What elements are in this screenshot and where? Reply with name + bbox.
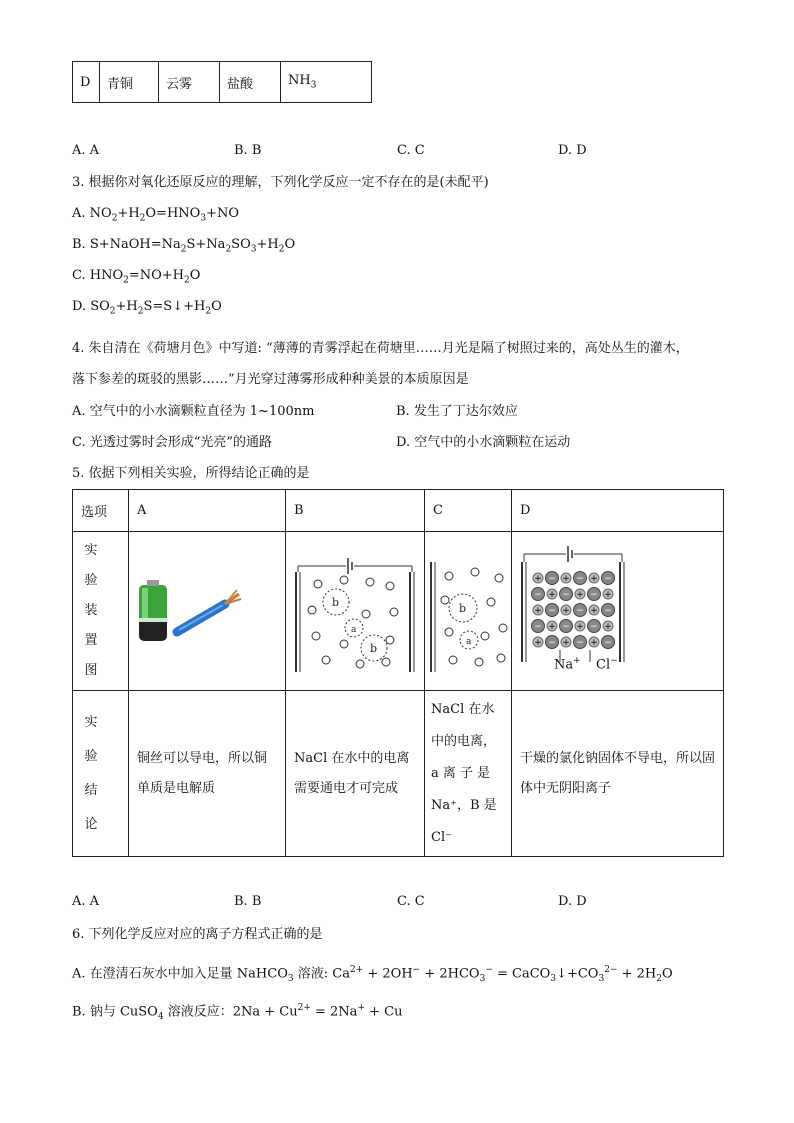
table-cell: NaCl 在水中的电离需要通电才可完成: [286, 691, 425, 857]
svg-text:a: a: [466, 637, 472, 647]
svg-text:b: b: [370, 642, 378, 655]
ion-label-na: Na+: [554, 656, 581, 673]
option-d: D. D: [558, 894, 587, 909]
option-d: D. D: [558, 143, 587, 158]
svg-text:−: −: [534, 622, 542, 632]
svg-text:+: +: [604, 590, 612, 600]
svg-text:+: +: [562, 574, 570, 584]
figure-a-battery-wire: [129, 532, 286, 691]
table-header-cell: D: [512, 490, 724, 532]
svg-text:−: −: [590, 622, 598, 632]
q4-option-d: D. 空气中的小水滴颗粒在运动: [396, 435, 571, 450]
svg-text:−: −: [562, 590, 570, 600]
q3-option-b: B. $S+NaOH=Na_2S+Na_2SO_3+H_2O$: [72, 237, 296, 255]
top-table-fragment: [72, 61, 372, 103]
q3-stem: 3. 根据你对氧化还原反应的理解，下列化学反应一定不存在的是(未配平): [72, 175, 489, 190]
svg-text:−: −: [534, 590, 542, 600]
svg-text:+: +: [604, 622, 612, 632]
table-cell: D: [73, 62, 100, 103]
table-header-cell: 选项: [73, 490, 129, 532]
formula-text: NH: [288, 73, 311, 89]
svg-text:+: +: [548, 622, 556, 632]
figure-b-solution: [286, 532, 425, 691]
q6-stem: 6. 下列化学反应对应的离子方程式正确的是: [72, 927, 323, 942]
table-row: [73, 532, 724, 691]
svg-text:+: +: [534, 638, 542, 648]
table-cell: 干燥的氯化钠固体不导电，所以固体中无阴阳离子: [512, 691, 724, 857]
table-cell: [425, 691, 512, 857]
svg-text:+: +: [534, 574, 542, 584]
row-label: 实验结论: [73, 691, 129, 857]
svg-text:−: −: [604, 638, 612, 648]
svg-text:b: b: [459, 602, 467, 615]
q6-option-a: A. 在澄清石灰水中加入足量 NaHCO$_3$ 溶液: $Ca^{2+} + 2OH^- + 2HCO_3^-$ = $CaCO_3↓+CO_3^{2-} + 2H_2O$: [72, 965, 673, 984]
q4-option-a: A. 空气中的小水滴颗粒直径为 1~100nm: [72, 404, 315, 419]
option-c: C. C: [397, 894, 425, 909]
figure-c-solution: [425, 532, 512, 691]
svg-text:+: +: [590, 638, 598, 648]
q3-option-a: A. $NO_2+H_2O=HNO_3+NO$: [72, 206, 239, 224]
q4-stem-line1: 4. 朱自清在《荷塘月色》中写道: “薄薄的青雾浮起在荷塘里……月光是隔了树照过来的，高处丛生的灌木，: [72, 341, 689, 356]
svg-text:−: −: [562, 622, 570, 632]
conclusion-c: NaCl 在水 中的电离， a 离 子 是 Na⁺，B 是 Cl⁻: [431, 701, 497, 845]
table-cell: 云雾: [159, 62, 220, 103]
svg-text:+: +: [590, 574, 598, 584]
svg-text:−: −: [576, 638, 584, 648]
row-label: 实验装置图: [73, 532, 129, 691]
svg-text:−: −: [604, 574, 612, 584]
q4-stem-line2: 落下参差的斑驳的黑影……”月光穿过薄雾形成种种美景的本质原因是: [72, 372, 469, 387]
svg-text:+: +: [576, 590, 584, 600]
table-row: [73, 691, 724, 857]
q6-option-b: B. 钠与 CuSO$_4$ 溶液反应：$2Na + Cu^{2+} = 2Na^+ + Cu$: [72, 1003, 403, 1022]
svg-text:−: −: [548, 606, 556, 616]
table-header-row: [73, 490, 724, 532]
table-header-cell: A: [129, 490, 286, 532]
svg-text:−: −: [576, 574, 584, 584]
ion-label-cl: Cl−: [596, 656, 618, 673]
table-row: [73, 62, 372, 103]
option-b: B. B: [234, 143, 262, 158]
q4-option-c: C. 光透过雾时会形成“光亮”的通路: [72, 435, 273, 450]
q3-option-c: C. $HNO_2=NO+H_2O$: [72, 268, 201, 286]
option-a: A. A: [72, 894, 100, 909]
svg-text:+: +: [562, 606, 570, 616]
svg-text:+: +: [576, 622, 584, 632]
table-cell: 铜丝可以导电，所以铜单质是电解质: [129, 691, 286, 857]
svg-text:+: +: [562, 638, 570, 648]
table-header-cell: B: [286, 490, 425, 532]
svg-text:a: a: [351, 625, 357, 635]
table-cell: [281, 62, 372, 103]
svg-text:+: +: [590, 606, 598, 616]
svg-text:b: b: [332, 596, 340, 609]
option-a: A. A: [72, 143, 100, 158]
table-cell: 盐酸: [220, 62, 281, 103]
q3-option-d: D. $SO_2+H_2S=S↓+H_2O$: [72, 299, 222, 317]
option-b: B. B: [234, 894, 262, 909]
table-header-cell: C: [425, 490, 512, 532]
svg-text:−: −: [590, 590, 598, 600]
figure-d-crystal: [512, 532, 724, 691]
q5-stem: 5. 依据下列相关实验，所得结论正确的是: [72, 466, 310, 481]
svg-text:−: −: [604, 606, 612, 616]
q5-table: [72, 489, 724, 857]
option-c: C. C: [397, 143, 425, 158]
svg-text:−: −: [548, 638, 556, 648]
svg-text:−: −: [576, 606, 584, 616]
svg-text:−: −: [548, 574, 556, 584]
subscript: 3: [310, 80, 317, 91]
svg-text:+: +: [534, 606, 542, 616]
svg-text:+: +: [548, 590, 556, 600]
table-cell: 青铜: [100, 62, 159, 103]
q4-option-b: B. 发生了丁达尔效应: [396, 404, 518, 419]
